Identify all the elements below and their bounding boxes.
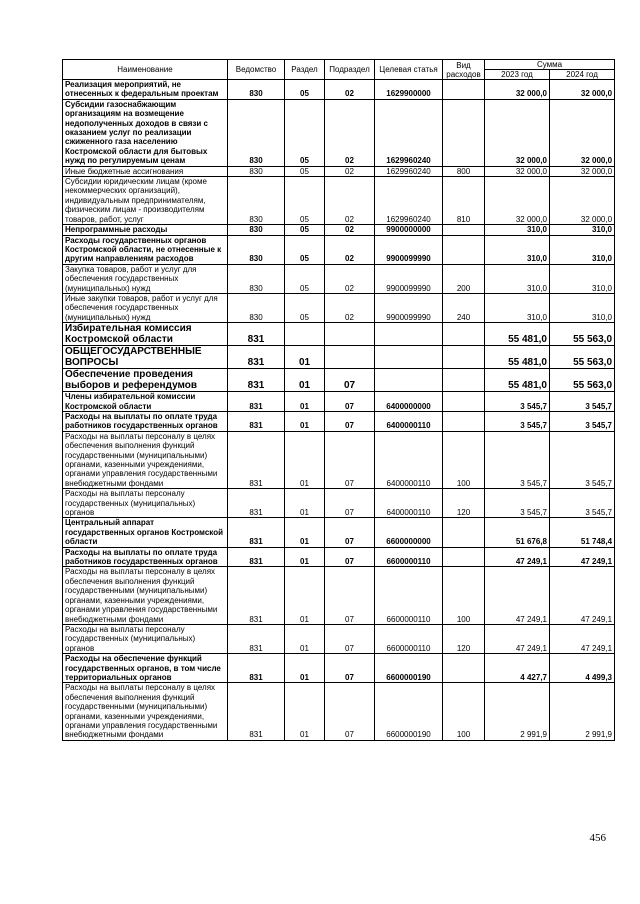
budget-table-container (62, 59, 614, 741)
cell-kind (443, 346, 485, 369)
cell-target: 6600000000 (375, 518, 443, 547)
cell-kind (443, 225, 485, 235)
cell-v2023: 47 249,1 (485, 547, 550, 567)
cell-dept: 831 (228, 624, 285, 653)
cell-v2023: 47 249,1 (485, 567, 550, 624)
cell-kind: 120 (443, 624, 485, 653)
header-dept: Ведомство (228, 60, 285, 80)
cell-dept: 831 (228, 323, 285, 346)
header-2024: 2024 год (550, 70, 615, 80)
cell-name: Иные закупки товаров, работ и услуг для обеспечения государственных (муниципальных) нужд (63, 293, 228, 322)
cell-sub: 02 (325, 225, 375, 235)
cell-target: 9900099990 (375, 264, 443, 293)
cell-kind (443, 547, 485, 567)
table-row (63, 166, 615, 176)
cell-sub: 02 (325, 99, 375, 166)
cell-kind: 200 (443, 264, 485, 293)
cell-sec: 01 (285, 547, 325, 567)
table-row (63, 293, 615, 322)
cell-target: 6600000110 (375, 567, 443, 624)
cell-sub (325, 346, 375, 369)
cell-dept: 831 (228, 683, 285, 740)
table-row (63, 80, 615, 100)
cell-kind (443, 654, 485, 683)
table-row (63, 518, 615, 547)
cell-dept: 831 (228, 567, 285, 624)
cell-v2024: 310,0 (550, 235, 615, 264)
cell-dept: 831 (228, 547, 285, 567)
cell-sec: 01 (285, 346, 325, 369)
cell-target: 9900099990 (375, 235, 443, 264)
cell-sub: 07 (325, 683, 375, 740)
cell-sec: 05 (285, 264, 325, 293)
cell-v2023: 47 249,1 (485, 624, 550, 653)
cell-v2024: 32 000,0 (550, 80, 615, 100)
table-row (63, 264, 615, 293)
cell-v2024: 3 545,7 (550, 431, 615, 488)
table-row (63, 654, 615, 683)
cell-sub: 07 (325, 624, 375, 653)
cell-target: 6400000110 (375, 431, 443, 488)
cell-sub: 07 (325, 518, 375, 547)
cell-v2023: 55 481,0 (485, 323, 550, 346)
cell-v2024: 4 499,3 (550, 654, 615, 683)
cell-v2023: 32 000,0 (485, 166, 550, 176)
cell-dept: 830 (228, 235, 285, 264)
header-kind: Вид расходов (443, 60, 485, 80)
cell-v2024: 32 000,0 (550, 99, 615, 166)
cell-sec: 05 (285, 99, 325, 166)
cell-v2024: 310,0 (550, 264, 615, 293)
cell-target: 1629960240 (375, 166, 443, 176)
cell-dept: 830 (228, 166, 285, 176)
cell-sub: 02 (325, 264, 375, 293)
header-2023: 2023 год (485, 70, 550, 80)
cell-v2024: 3 545,7 (550, 489, 615, 518)
table-row (63, 489, 615, 518)
cell-v2023: 3 545,7 (485, 411, 550, 431)
cell-v2024: 2 991,9 (550, 683, 615, 740)
cell-sub: 07 (325, 489, 375, 518)
cell-v2024: 51 748,4 (550, 518, 615, 547)
cell-sec: 05 (285, 225, 325, 235)
cell-target: 6600000110 (375, 547, 443, 567)
cell-v2024: 310,0 (550, 293, 615, 322)
cell-sec: 01 (285, 489, 325, 518)
cell-target: 1629900000 (375, 80, 443, 100)
cell-name: Расходы на выплаты персоналу в целях обеспечения выполнения функций государственными (муниципальными) органами, казенными учреждениями, органами управления государственными внебюджетными фондами (63, 431, 228, 488)
cell-target: 6600000110 (375, 624, 443, 653)
cell-kind: 810 (443, 177, 485, 225)
table-row (63, 547, 615, 567)
cell-dept: 831 (228, 518, 285, 547)
table-row (63, 346, 615, 369)
table-row (63, 369, 615, 392)
cell-sub: 02 (325, 80, 375, 100)
cell-v2024: 32 000,0 (550, 166, 615, 176)
header-name: Наименование (63, 60, 228, 80)
cell-v2023: 310,0 (485, 235, 550, 264)
cell-v2023: 3 545,7 (485, 431, 550, 488)
cell-sec: 01 (285, 683, 325, 740)
cell-target: 6600000190 (375, 654, 443, 683)
cell-dept: 831 (228, 346, 285, 369)
cell-name: Обеспечение проведения выборов и референдумов (63, 369, 228, 392)
cell-v2023: 51 676,8 (485, 518, 550, 547)
cell-kind (443, 235, 485, 264)
cell-name: Расходы на выплаты по оплате труда работников государственных органов (63, 547, 228, 567)
cell-kind (443, 80, 485, 100)
cell-sub: 07 (325, 654, 375, 683)
cell-target: 6400000000 (375, 392, 443, 412)
budget-table (62, 59, 615, 741)
cell-v2024: 310,0 (550, 225, 615, 235)
cell-v2023: 3 545,7 (485, 489, 550, 518)
table-row (63, 567, 615, 624)
cell-sec: 01 (285, 431, 325, 488)
cell-target: 1629960240 (375, 177, 443, 225)
cell-sec: 01 (285, 624, 325, 653)
cell-name: Реализация мероприятий, не отнесенных к федеральным проектам (63, 80, 228, 100)
cell-name: Члены избирательной комиссии Костромской области (63, 392, 228, 412)
cell-v2024: 32 000,0 (550, 177, 615, 225)
header-section: Раздел (285, 60, 325, 80)
cell-target (375, 369, 443, 392)
cell-sub: 07 (325, 369, 375, 392)
cell-v2023: 310,0 (485, 293, 550, 322)
table-row (63, 177, 615, 225)
cell-kind (443, 518, 485, 547)
cell-sec: 05 (285, 166, 325, 176)
cell-kind: 100 (443, 431, 485, 488)
cell-target (375, 323, 443, 346)
table-row (63, 683, 615, 740)
cell-v2024: 3 545,7 (550, 392, 615, 412)
cell-kind (443, 99, 485, 166)
cell-v2023: 310,0 (485, 225, 550, 235)
cell-sec: 01 (285, 411, 325, 431)
cell-sub: 07 (325, 567, 375, 624)
cell-name: ОБЩЕГОСУДАРСТВЕННЫЕ ВОПРОСЫ (63, 346, 228, 369)
cell-name: Расходы на обеспечение функций государственных органов, в том числе территориальных органов (63, 654, 228, 683)
cell-sec: 05 (285, 235, 325, 264)
cell-name: Расходы на выплаты персоналу государственных (муниципальных) органов (63, 489, 228, 518)
cell-sub: 07 (325, 392, 375, 412)
cell-v2024: 55 563,0 (550, 323, 615, 346)
header-sum: Сумма (485, 60, 615, 70)
cell-sec (285, 323, 325, 346)
cell-sec: 01 (285, 518, 325, 547)
cell-v2023: 4 427,7 (485, 654, 550, 683)
table-row (63, 323, 615, 346)
cell-v2024: 55 563,0 (550, 346, 615, 369)
table-row (63, 431, 615, 488)
cell-dept: 830 (228, 99, 285, 166)
cell-sec: 05 (285, 293, 325, 322)
cell-target: 9900000000 (375, 225, 443, 235)
cell-name: Расходы на выплаты персоналу в целях обеспечения выполнения функций государственными (муниципальными) органами, казенными учреждениями, органами управления государственными внебюджетными фондами (63, 683, 228, 740)
cell-v2023: 55 481,0 (485, 346, 550, 369)
cell-name: Расходы на выплаты персоналу государственных (муниципальных) органов (63, 624, 228, 653)
cell-dept: 831 (228, 392, 285, 412)
cell-kind (443, 323, 485, 346)
cell-v2024: 47 249,1 (550, 624, 615, 653)
cell-sec: 01 (285, 567, 325, 624)
table-row (63, 624, 615, 653)
cell-dept: 830 (228, 177, 285, 225)
cell-dept: 831 (228, 369, 285, 392)
cell-sub: 02 (325, 177, 375, 225)
cell-sec: 01 (285, 369, 325, 392)
cell-v2024: 55 563,0 (550, 369, 615, 392)
table-body (63, 80, 615, 741)
cell-sub (325, 323, 375, 346)
cell-v2024: 3 545,7 (550, 411, 615, 431)
cell-kind: 120 (443, 489, 485, 518)
cell-v2023: 32 000,0 (485, 99, 550, 166)
table-row (63, 392, 615, 412)
cell-v2023: 310,0 (485, 264, 550, 293)
cell-name: Расходы государственных органов Костромской области, не отнесенные к другим направлениям расходов (63, 235, 228, 264)
page-number: 456 (589, 832, 606, 844)
cell-target: 9900099990 (375, 293, 443, 322)
cell-target: 6400000110 (375, 411, 443, 431)
cell-sub: 02 (325, 293, 375, 322)
cell-sub: 07 (325, 431, 375, 488)
cell-name: Избирательная комиссия Костромской области (63, 323, 228, 346)
cell-sec: 05 (285, 80, 325, 100)
cell-name: Центральный аппарат государственных органов Костромской области (63, 518, 228, 547)
cell-kind: 100 (443, 683, 485, 740)
cell-dept: 831 (228, 431, 285, 488)
table-row (63, 411, 615, 431)
cell-v2023: 32 000,0 (485, 80, 550, 100)
cell-sub: 02 (325, 235, 375, 264)
cell-sub: 07 (325, 547, 375, 567)
cell-name: Субсидии газоснабжающим организациям на возмещение недополученных доходов в связи с оказанием услуг по реализации сжиженного газа населению Костромской области для бытовых нужд по регулируемым ценам (63, 99, 228, 166)
cell-name: Расходы на выплаты персоналу в целях обеспечения выполнения функций государственными (муниципальными) органами, казенными учреждениями, органами управления государственными внебюджетными фондами (63, 567, 228, 624)
cell-name: Расходы на выплаты по оплате труда работников государственных органов (63, 411, 228, 431)
cell-dept: 830 (228, 225, 285, 235)
cell-v2024: 47 249,1 (550, 547, 615, 567)
cell-sub: 07 (325, 411, 375, 431)
cell-dept: 830 (228, 293, 285, 322)
cell-dept: 830 (228, 80, 285, 100)
cell-v2024: 47 249,1 (550, 567, 615, 624)
cell-name: Иные бюджетные ассигнования (63, 166, 228, 176)
table-row (63, 99, 615, 166)
cell-v2023: 55 481,0 (485, 369, 550, 392)
cell-kind (443, 392, 485, 412)
cell-name: Закупка товаров, работ и услуг для обеспечения государственных (муниципальных) нужд (63, 264, 228, 293)
cell-target: 6600000190 (375, 683, 443, 740)
cell-v2023: 2 991,9 (485, 683, 550, 740)
cell-kind: 240 (443, 293, 485, 322)
cell-target: 1629960240 (375, 99, 443, 166)
header-target: Целевая статья (375, 60, 443, 80)
cell-target (375, 346, 443, 369)
cell-name: Субсидии юридическим лицам (кроме некоммерческих организаций), индивидуальным предпринимателям, физическим лицам - производителям товаров, работ, услуг (63, 177, 228, 225)
cell-sub: 02 (325, 166, 375, 176)
cell-kind (443, 411, 485, 431)
cell-kind: 100 (443, 567, 485, 624)
cell-sec: 05 (285, 177, 325, 225)
table-row (63, 225, 615, 235)
table-row (63, 235, 615, 264)
cell-dept: 831 (228, 654, 285, 683)
cell-v2023: 32 000,0 (485, 177, 550, 225)
cell-dept: 831 (228, 489, 285, 518)
cell-sec: 01 (285, 654, 325, 683)
cell-kind (443, 369, 485, 392)
cell-name: Непрограммные расходы (63, 225, 228, 235)
header-subsection: Подраздел (325, 60, 375, 80)
cell-dept: 830 (228, 264, 285, 293)
cell-v2023: 3 545,7 (485, 392, 550, 412)
cell-target: 6400000110 (375, 489, 443, 518)
cell-sec: 01 (285, 392, 325, 412)
cell-dept: 831 (228, 411, 285, 431)
cell-kind: 800 (443, 166, 485, 176)
